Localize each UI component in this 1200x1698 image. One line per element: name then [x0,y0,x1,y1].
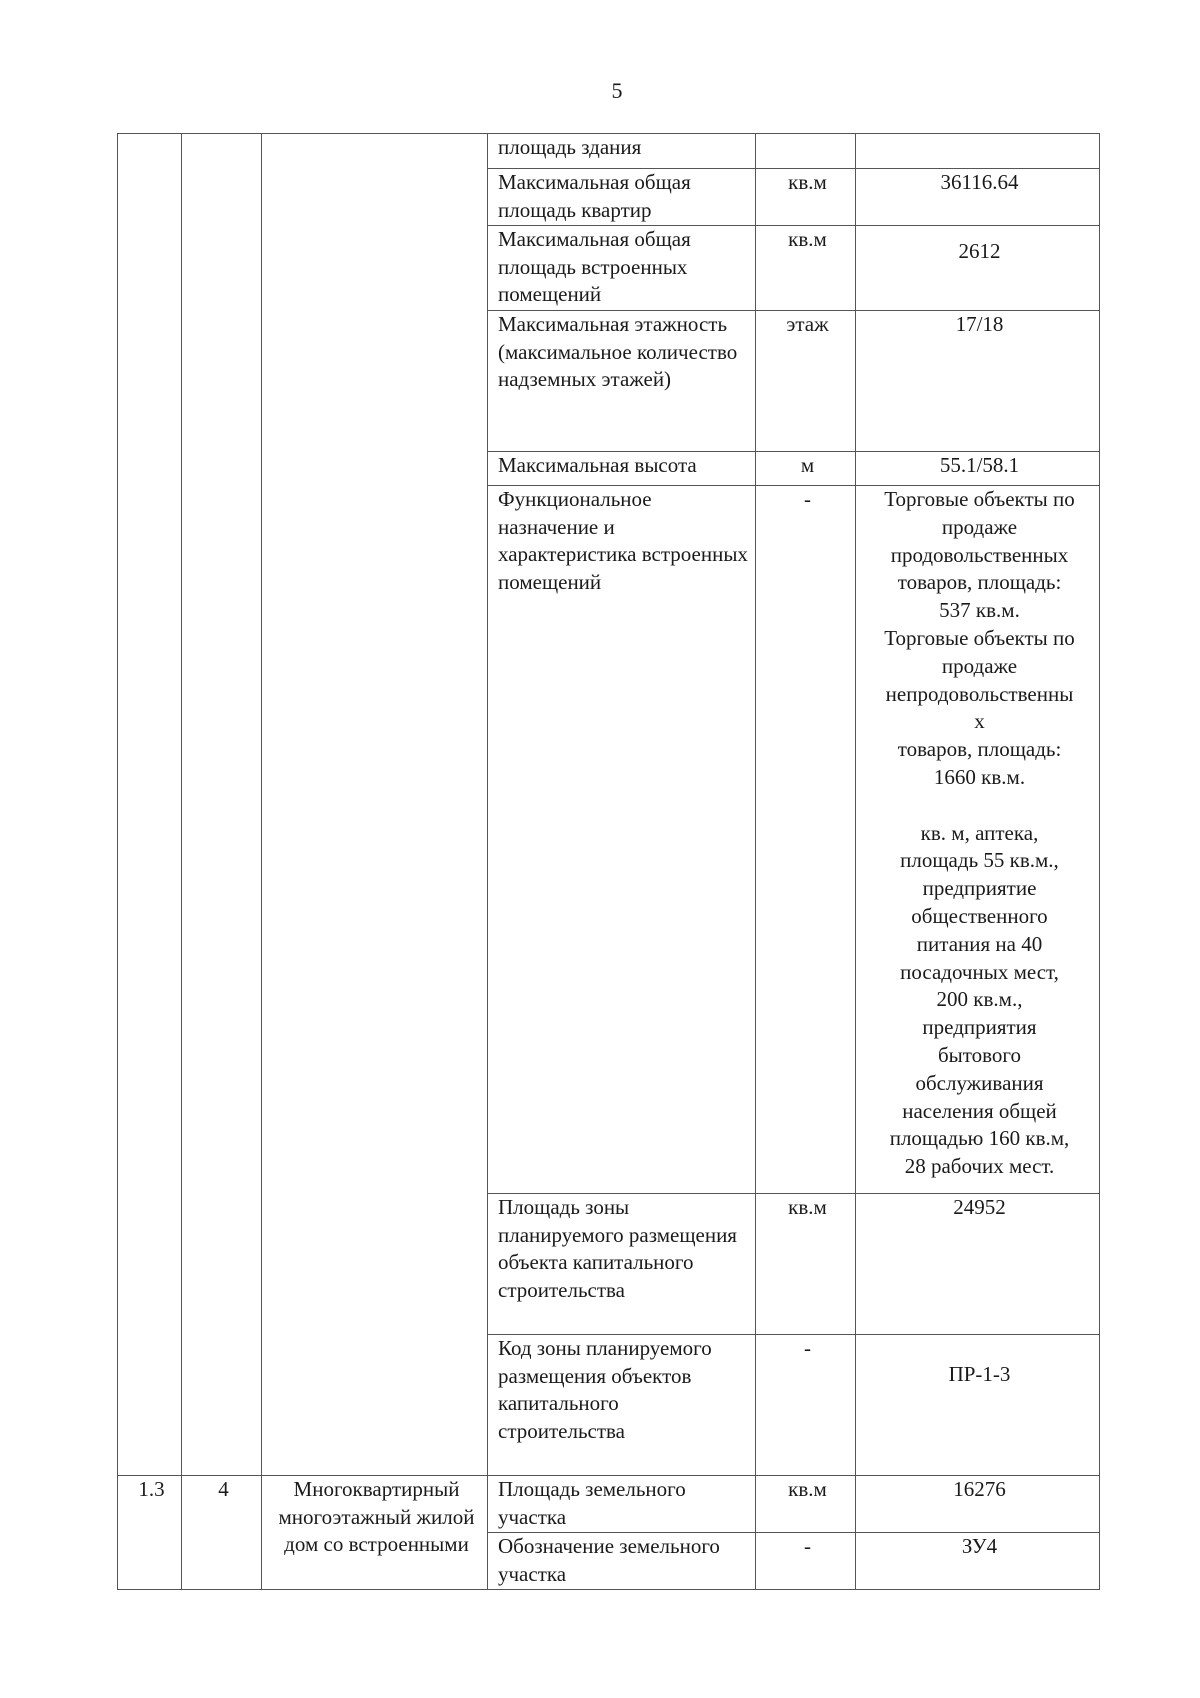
cell-description: площадь здания [488,134,756,169]
cell-unit: кв.м [756,169,856,226]
cell-unit: - [756,1335,856,1476]
cell-unit: кв.м [756,226,856,311]
cell-object-name: Многоквартирный многоэтажный жилой дом со встроенными [262,1476,488,1590]
cell-zone-number: 4 [182,1476,262,1590]
cell-unit: м [756,452,856,486]
cell-description: Площадь земельного участка [488,1476,756,1533]
cell-zone-empty [182,134,262,1476]
table-row [118,1476,1100,1533]
cell-value: 24952 [856,1194,1100,1335]
cell-item-number: 1.3 [118,1476,182,1590]
cell-unit: этаж [756,311,856,452]
cell-description: Максимальная высота [488,452,756,486]
cell-unit: кв.м [756,1476,856,1533]
cell-description: Максимальная этажность (максимальное количество надземных этажей) [488,311,756,452]
cell-value: 36116.64 [856,169,1100,226]
cell-value: ЗУ4 [856,1533,1100,1590]
cell-description: Обозначение земельного участка [488,1533,756,1590]
cell-description: Функциональное назначение и характеристика встроенных помещений [488,486,756,1194]
cell-unit [756,134,856,169]
cell-description: Площадь зоны планируемого размещения объекта капитального строительства [488,1194,756,1335]
table-row [118,134,1100,169]
cell-value: 17/18 [856,311,1100,452]
cell-value: 55.1/58.1 [856,452,1100,486]
cell-unit: кв.м [756,1194,856,1335]
cell-value: ПР-1-3 [856,1335,1100,1476]
parameters-table [117,133,1100,1590]
cell-value [856,134,1100,169]
cell-unit: - [756,1533,856,1590]
cell-number-empty [118,134,182,1476]
cell-description: Код зоны планируемого размещения объектов капитального строительства [488,1335,756,1476]
cell-value: 16276 [856,1476,1100,1533]
page-number: 5 [611,78,623,103]
cell-description: Максимальная общая площадь встроенных помещений [488,226,756,311]
cell-unit: - [756,486,856,1194]
cell-name-empty [262,134,488,1476]
cell-description: Максимальная общая площадь квартир [488,169,756,226]
cell-value: 2612 [856,226,1100,311]
cell-value: Торговые объекты по продаже продовольственных товаров, площадь: 537 кв.м. Торговые объекты по продаже непродовольственны х товаров, площадь: 1660 кв.м. кв. м, аптека, площадь 55 кв.м., предприятие общественного питания на 40 посадочных мест, 200 кв.м., предприятия бытового обслуживания населения общей площадью 160 кв.м, 28 рабочих мест. [856,486,1100,1194]
